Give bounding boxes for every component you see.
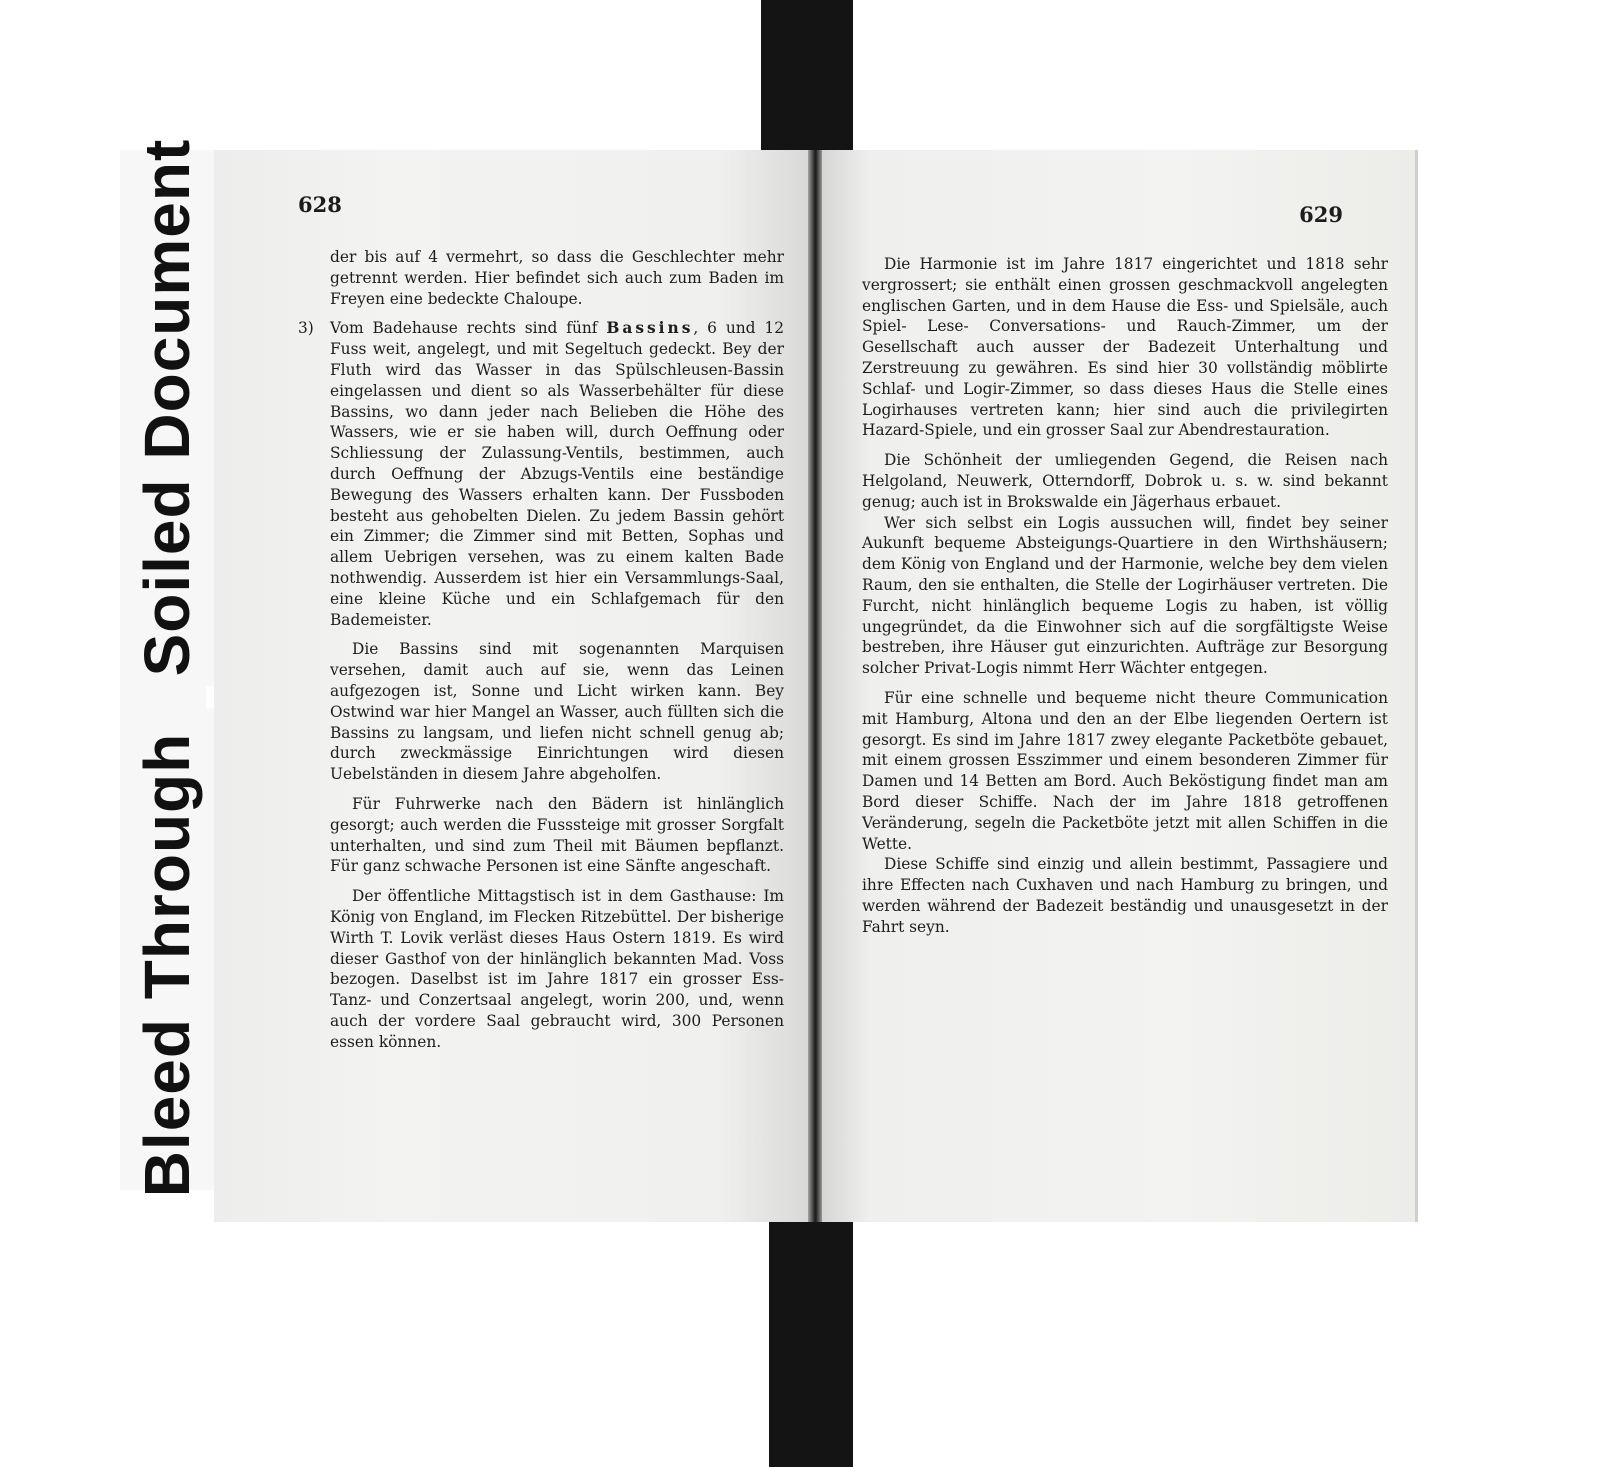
paragraph: Für Fuhrwerke nach den Bädern ist hinlänglich gesorgt; auch werden die Fusssteige mit grosser Sorgfalt unterhalten, und sind zum Theil mit Bäumen bepflanzt. Für ganz schwache Personen ist eine Sänfte angeschaft. <box>330 794 784 876</box>
label-soiled-document: Soiled Document <box>131 138 203 677</box>
paragraph: Wer sich selbst ein Logis aussuchen will, findet bey seiner Aukunft bequeme Absteigungs-Quartiere in den Wirthshäusern; dem König von England und der Harmonie, welche bey dem vielen Raum, den sie enthalten, die Stelle der Logirhäuser vertreten. Die Furcht, nicht hinlänglich bequeme Logis zu haben, ist völlig ungegründet, da die Einwohner sich auf die sorgfältigste Weise bestreben, ihre Häuser gut einzurichten. Aufträge zur Besorgung solcher Privat-Logis nimmt Herr Wächter entgegen. <box>862 513 1388 678</box>
paragraph: Diese Schiffe sind einzig und allein bestimmt, Passagiere und ihre Effecten nach Cuxhaven und nach Hamburg zu bringen, und werden während der Badezeit beständig und unausgesetzt in der Fahrt seyn. <box>862 855 1388 936</box>
paragraph-emphasis: Bassins <box>606 319 694 338</box>
paragraph: Die Schönheit der umliegenden Gegend, die Reisen nach Helgoland, Neuwerk, Otterndorff, Dobrok u. s. w. sind bekannt genug; auch ist in Brokswalde ein Jägerhaus erbauet. <box>862 451 1388 511</box>
paragraph: Für eine schnelle und bequeme nicht theure Communication mit Hamburg, Altona und den an der Elbe liegenden Oertern ist gesorgt. Es sind im Jahre 1817 zwey elegante Packetböte gebauet, mit einem grossen Esszimmer und einem besonderen Zimmer für Damen und 14 Betten am Bord. Auch Beköstigung findet man am Bord dieser Schiffe. Nach der im Jahre 1818 getroffenen Veränderung, segeln die Packetböte jetzt mit allen Schiffen in die Wette. <box>862 688 1388 853</box>
paragraph: Die Bassins sind mit sogenannten Marquisen versehen, damit auch auf sie, wenn das Leinen aufgezogen ist, Sonne und Licht wirken kann. Bey Ostwind war hier Mangel an Wasser, auch füllten sich die Bassins zu langsam, und liefen nicht schnell genug ab; durch zweckmässige Einrichtungen wird diesen Uebelständen in diesem Jahre abgeholfen. <box>330 640 784 784</box>
label-bleed-through: Bleed Through <box>131 732 203 1198</box>
paragraph-number: 3) <box>298 319 314 338</box>
binding-clip-bottom <box>769 1222 853 1467</box>
page-number-right: 629 <box>1299 202 1343 227</box>
right-page <box>822 150 1418 1222</box>
left-page-text <box>298 247 784 1061</box>
paragraph: Die Harmonie ist im Jahre 1817 eingerichtet und 1818 sehr vergrossert; sie enthält einen grossen geschmackvoll angelegten englischen Garten, und in dem Hause die Ess- und Spielsäle, auch Spiel- Lese- Conversations- und Rauch-Zimmer, um der Gesellschaft auch ausser der Badezeit Unterhaltung und Zerstreuung zu gewähren. Es sind hier 30 vollständig möblirte Schlaf- und Logir-Zimmer, so dass dieses Haus die Stelle eines Logirhauses vertreten kann; hier sind auch die privilegirten Hazard-Spiele, und ein grosser Saal zur Abendrestauration. <box>862 255 1388 440</box>
paragraph-lead: Vom Badehause rechts sind fünf <box>330 319 607 338</box>
quality-label <box>130 139 204 1198</box>
page-number-left: 628 <box>298 192 342 217</box>
paragraph: Der öffentliche Mittagstisch ist in dem Gasthause: Im König von England, im Flecken Ritzebüttel. Der bisherige Wirth T. Lovik verläst dieses Haus Ostern 1819. Es wird dieser Gasthof von der hinlänglich bekannten Mad. Voss bezogen. Daselbst ist im Jahre 1817 ein grosser Ess- Tanz- und Conzertsaal angelegt, worin 200, und, wenn auch der vordere Saal gebraucht wird, 300 Personen essen können. <box>330 887 784 1051</box>
book-gutter <box>808 150 822 1222</box>
paragraph-body: , 6 und 12 Fuss weit, angelegt, und mit Segeltuch gedeckt. Bey der Fluth wird das Wasser in das Spülschleusen-Bassin eingelassen und dient so als Wasserbehälter für diese Bassins, wo dann jeder nach Belieben die Höhe des Wassers, wie er sie haben will, durch Oeffnung oder Schliessung der Zulassung-Ventils, bestimmen, auch durch Oeffnung der Abzugs-Ventils eine beständige Bewegung des Wassers erhalten kann. Der Fussboden besteht aus gehobelten Dielen. Zu jedem Bassin gehört ein Zimmer; die Zimmer sind mit Betten, Sophas und allem Uebrigen versehen, was zu einem kalten Bade nothwendig. Ausserdem ist hier ein Versammlungs-Saal, eine kleine Küche und ein Schlafgemach für den Bademeister. <box>330 319 784 629</box>
left-page <box>214 150 808 1222</box>
numbered-paragraph <box>298 318 784 630</box>
paragraph: der bis auf 4 vermehrt, so dass die Geschlechter mehr getrennt werden. Hier befindet sich auch zum Baden im Freyen eine bedeckte Chaloupe. <box>330 248 784 308</box>
binding-clip-top <box>761 0 853 170</box>
right-page-text <box>862 254 1388 947</box>
